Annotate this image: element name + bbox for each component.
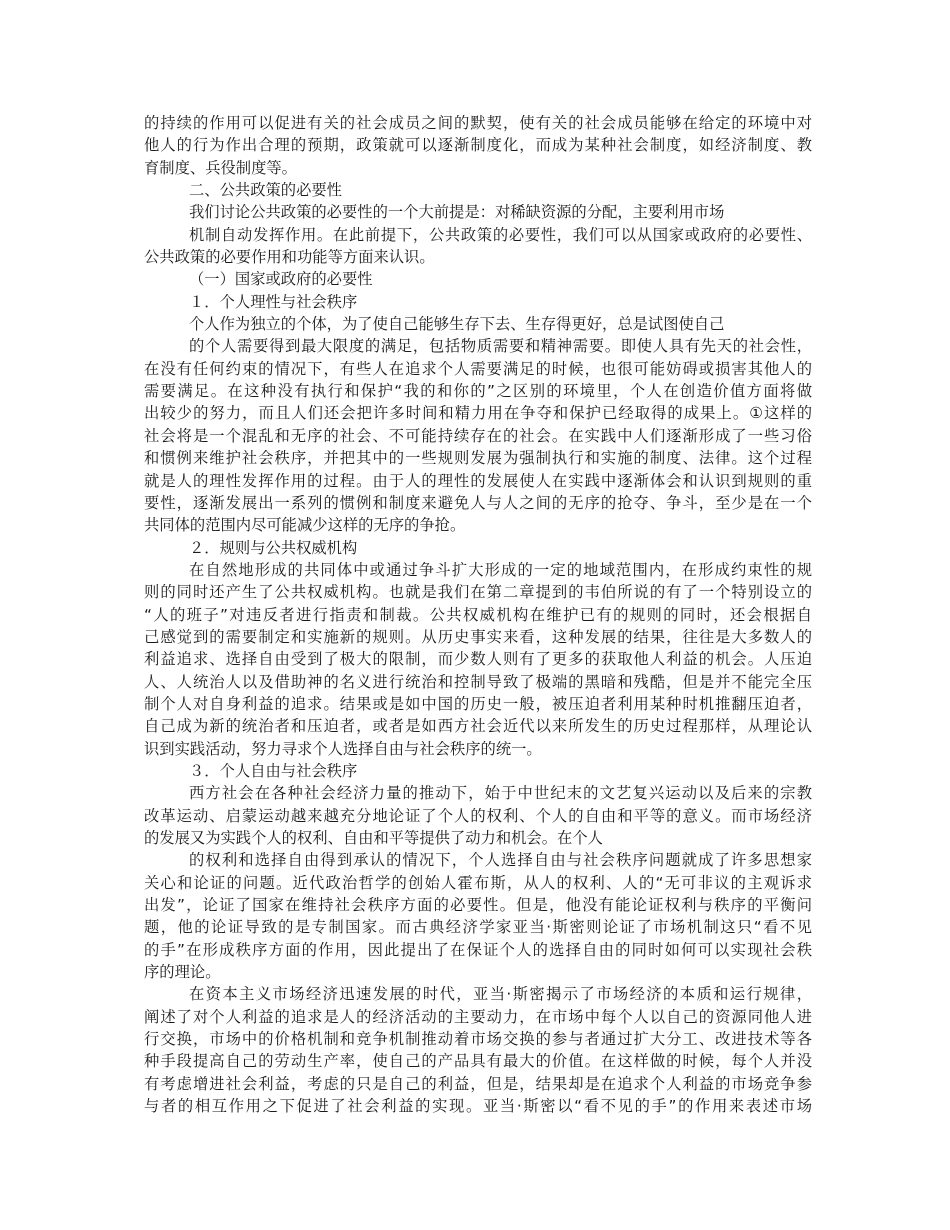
- text-line: 西方社会在各种社会经济力量的推动下，始于中世纪末的文艺复兴运动以及后来的宗教: [189, 784, 812, 803]
- text-line: 二、公共政策的必要性: [189, 181, 342, 200]
- text-line: ２．规则与公共权威机构: [189, 538, 358, 557]
- text-line: 机制自动发挥作用。在此前提下，公共政策的必要性，我们可以从国家或政府的必要性、: [189, 225, 812, 244]
- text-line: 个人作为独立的个体，为了使自己能够生存下去、生存得更好，总是试图使自己: [189, 315, 725, 334]
- text-line: 制个人对自身利益的追求。结果或是如中国的历史一般，被压迫者利用某种时机推翻压迫者，: [144, 694, 812, 713]
- text-line: 人、人统治人以及借助神的名义进行统治和控制导致了极端的黑暗和残酷，但是并不能完全压: [144, 672, 812, 691]
- text-line: 的权利和选择自由得到承认的情况下，个人选择自由与社会秩序问题就成了许多思想家: [189, 851, 812, 870]
- text-line: 在没有任何约束的情况下，有些人在追求个人需要满足的时候，也很可能妨碍或损害其他人的: [144, 359, 812, 378]
- text-line: 育制度、兵役制度等。: [144, 158, 297, 177]
- text-line: （一）国家或政府的必要性: [189, 270, 373, 289]
- text-line: 社会将是一个混乱和无序的社会、不可能持续存在的社会。在实践中人们逐渐形成了一些习俗: [144, 426, 812, 445]
- text-line: 有考虑增进社会利益，考虑的只是自己的利益，但是，结果却是在追求个人利益的市场竞争参: [144, 1074, 812, 1093]
- text-line: 与者的相互作用之下促进了社会利益的实现。亚当·斯密以“看不见的手”的作用来表述市场: [144, 1097, 812, 1116]
- text-line: 利益追求、选择自由受到了极大的限制，而少数人则有了更多的获取他人利益的机会。人压迫: [144, 650, 812, 669]
- text-line: 他人的行为作出合理的预期，政策就可以逐渐制度化，而成为某种社会制度，如经济制度、教: [144, 136, 812, 155]
- text-line: 行交换，市场中的价格机制和竞争机制推动着市场交换的参与者通过扩大分工、改进技术等各: [144, 1030, 812, 1049]
- text-line: 识到实践活动，努力寻求个人选择自由与社会秩序的统一。: [144, 739, 542, 758]
- text-line: 需要满足。在这种没有执行和保护“我的和你的”之区别的环境里，个人在创造价值方面将做: [144, 382, 812, 401]
- text-line: 公共政策的必要作用和功能等方面来认识。: [144, 248, 435, 267]
- text-line: “人的班子”对违反者进行指责和制裁。公共权威机构在维护已有的规则的同时，还会根据自: [144, 605, 812, 624]
- text-line: 出较少的努力，而且人们还会把许多时间和精力用在争夺和保护已经取得的成果上。①这样的: [144, 404, 812, 423]
- text-line: 的持续的作用可以促进有关的社会成员之间的默契，使有关的社会成员能够在给定的环境中对: [144, 114, 812, 132]
- text-line: 阐述了对个人利益的追求是人的经济活动的主要动力，在市场中每个人以自己的资源同他人进: [144, 1007, 812, 1026]
- text-line: 自己成为新的统治者和压迫者，或者是如西方社会近代以来所发生的历史过程那样，从理论认: [144, 717, 812, 736]
- text-line: 出发”，论证了国家在维持社会秩序方面的必要性。但是，他没有能论证权利与秩序的平衡问: [144, 896, 812, 915]
- text-line: 就是人的理性发挥作用的过程。由于人的理性的发展使人在实践中逐渐体会和认识到规则的重: [144, 471, 812, 490]
- text-line: 种手段提高自己的劳动生产率，使自己的产品具有最大的价值。在这样做的时候，每个人并没: [144, 1052, 812, 1071]
- text-line: 己感觉到的需要制定和实施新的规则。从历史事实来看，这种发展的结果，往往是大多数人的: [144, 627, 812, 646]
- text-line: 在自然地形成的共同体中或通过争斗扩大形成的一定的地域范围内，在形成约束性的规: [189, 560, 812, 579]
- text-line: 要性，逐渐发展出一系列的惯例和制度来避免人与人之间的无序的抢夺、争斗，至少是在一个: [144, 493, 812, 512]
- text-line: 关心和论证的问题。近代政治哲学的创始人霍布斯，从人的权利、人的“无可非议的主观诉求: [144, 873, 812, 892]
- text-line: 则的同时还产生了公共权威机构。也就是我们在第二章提到的韦伯所说的有了一个特别设立的: [144, 583, 812, 602]
- text-line: １．个人理性与社会秩序: [189, 292, 358, 311]
- document-body: [144, 112, 812, 1117]
- text-line: ３．个人自由与社会秩序: [189, 761, 358, 780]
- text-line: 改革运动、启蒙运动越来越充分地论证了个人的权利、个人的自由和平等的意义。而市场经济: [144, 806, 812, 825]
- text-line: 共同体的范围内尽可能减少这样的无序的争抢。: [144, 516, 466, 535]
- text-line: 的手”在形成秩序方面的作用，因此提出了在保证个人的选择自由的同时如何可以实现社会秩: [144, 940, 812, 959]
- text-line: 的发展又为实践个人的权利、自由和平等提供了动力和机会。在个人: [144, 829, 603, 847]
- text-line: 的个人需要得到最大限度的满足，包括物质需要和精神需要。即使人具有先天的社会性，: [189, 337, 812, 356]
- text-line: 序的理论。: [144, 963, 221, 982]
- text-line: 在资本主义市场经济迅速发展的时代，亚当·斯密揭示了市场经济的本质和运行规律，: [189, 985, 812, 1004]
- text-line: 和惯例来维护社会秩序，并把其中的一些规则发展为强制执行和实施的制度、法律。这个过程: [144, 449, 812, 468]
- text-line: 题，他的论证导致的是专制国家。而古典经济学家亚当·斯密则论证了市场机制这只“看不见: [144, 918, 812, 937]
- text-line: 我们讨论公共政策的必要性的一个大前提是：对稀缺资源的分配，主要利用市场: [189, 203, 725, 222]
